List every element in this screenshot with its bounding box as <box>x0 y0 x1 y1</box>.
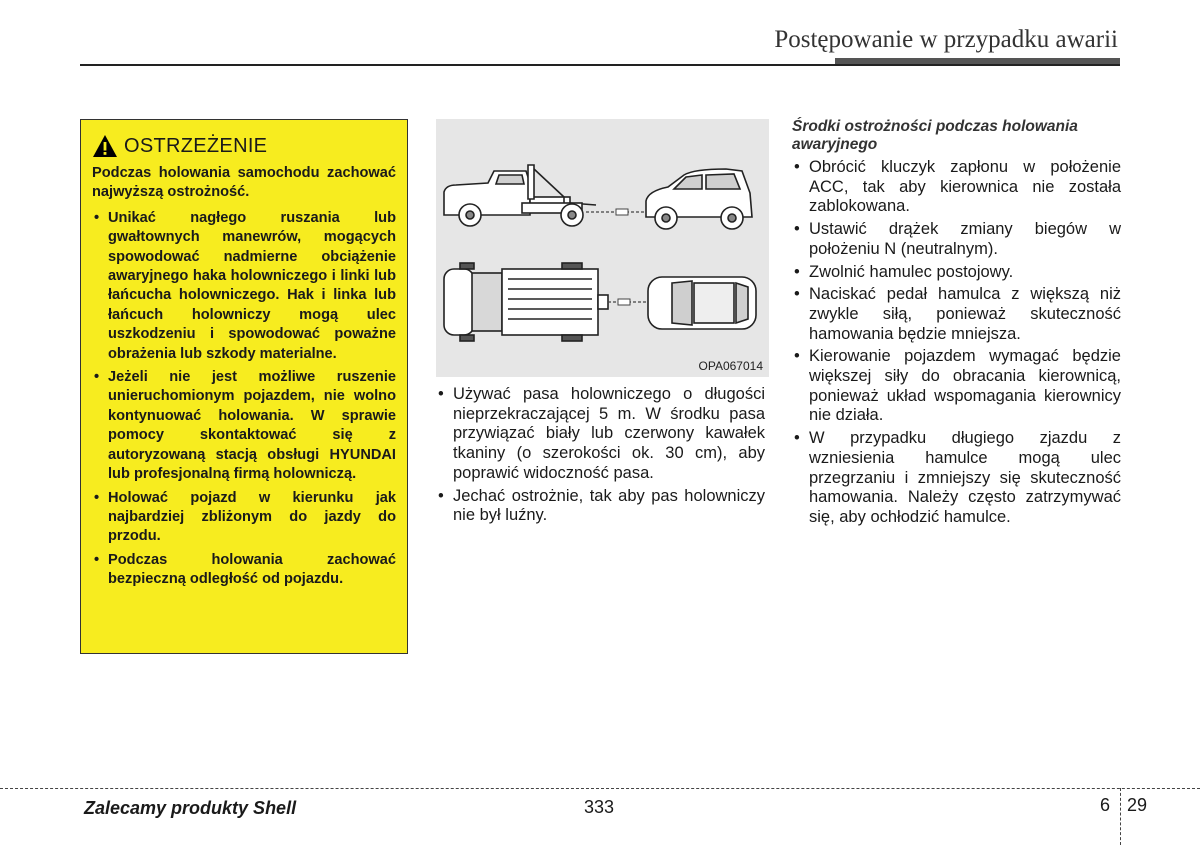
list-item: • Kierowanie pojazdem wymagać będzie większej siły do obracania kierownicą, ponieważ układ wspomagania kierownicy nie działa. <box>792 347 1121 426</box>
footer-chapter: 6 <box>1100 795 1111 815</box>
tow-truck-top <box>444 263 608 341</box>
towed-car-top <box>648 277 756 329</box>
right-column <box>792 118 1121 531</box>
middle-column <box>436 385 765 529</box>
warning-item: • Unikać nagłego ruszania lub gwałtownych manewrów, mogących spowodować nadmierne obciążenie awaryjnego haka holowniczego i linki lub łańcucha holowniczego. Hak i linka lub łańcuch holowniczy mogą ulec uszkodzeniu i spowodować poważne obrażenia lub szkody materialne. <box>92 209 396 364</box>
footer-brand: Zalecamy produkty Shell <box>84 798 297 818</box>
footer-rule <box>0 788 1200 789</box>
list-item: • Jechać ostrożnie, tak aby pas holowniczy nie był luźny. <box>436 487 765 526</box>
warning-item: • Holować pojazd w kierunku jak najbardziej zbliżonym do jazdy do przodu. <box>92 489 396 547</box>
precautions-list <box>792 158 1121 528</box>
warning-heading <box>92 134 396 158</box>
section-heading: Środki ostrożności podczas holowania awaryjnego <box>792 118 1078 153</box>
towing-strap-list <box>436 385 765 526</box>
list-item: • Zwolnić hamulec postojowy. <box>792 263 1121 283</box>
warning-title: OSTRZEŻENIE <box>124 134 268 157</box>
list-item: • Używać pasa holowniczego o długości nieprzekraczającej 5 m. W środku pasa przywiązać biały lub czerwony kawałek tkaniny (o szerokości ok. 30 cm), aby poprawić widoczność pasa. <box>436 385 765 484</box>
page-title: Postępowanie w przypadku awarii <box>774 26 1118 53</box>
warning-box <box>80 119 408 654</box>
warning-item: • Podczas holowania zachować bezpieczną odległość od pojazdu. <box>92 551 396 590</box>
towing-diagram <box>436 119 769 377</box>
warning-list <box>92 209 396 590</box>
list-item: • Ustawić drążek zmiany biegów w położeniu N (neutralnym). <box>792 220 1121 259</box>
list-item: • Obrócić kluczyk zapłonu w położenie ACC, tak aby kierownica nie została zablokowana. <box>792 158 1121 217</box>
warning-item: • Jeżeli nie jest możliwe ruszenie unieruchomionym pojazdem, nie wolno kontynuować holowania. W sprawie pomocy skontaktować się z autoryzowaną stacją obsługi HYUNDAI lub profesjonalną firmą holowniczą. <box>92 368 396 484</box>
list-item: • Naciskać pedał hamulca z większą niż zwykle siłą, ponieważ skuteczność hamowania będzie mniejsza. <box>792 285 1121 344</box>
list-item: • W przypadku długiego zjazdu z wzniesienia hamulce mogą ulec przegrzaniu i zmniejszy się skuteczność hamowania. Należy często zatrzymywać się, aby ochłodzić hamulce. <box>792 429 1121 528</box>
towed-car-side <box>646 169 752 229</box>
footer-divider <box>1120 788 1121 845</box>
footer-section-page: 29 <box>1127 795 1148 815</box>
figure-code: OPA067014 <box>698 359 763 373</box>
towing-illustration <box>436 119 769 377</box>
tow-truck-side <box>444 165 596 226</box>
warning-triangle-icon <box>92 134 118 158</box>
warning-intro: Podczas holowania samochodu zachować najwyższą ostrożność. <box>92 165 396 201</box>
header-rule <box>80 64 1120 66</box>
footer-page-number: 333 <box>584 797 615 817</box>
